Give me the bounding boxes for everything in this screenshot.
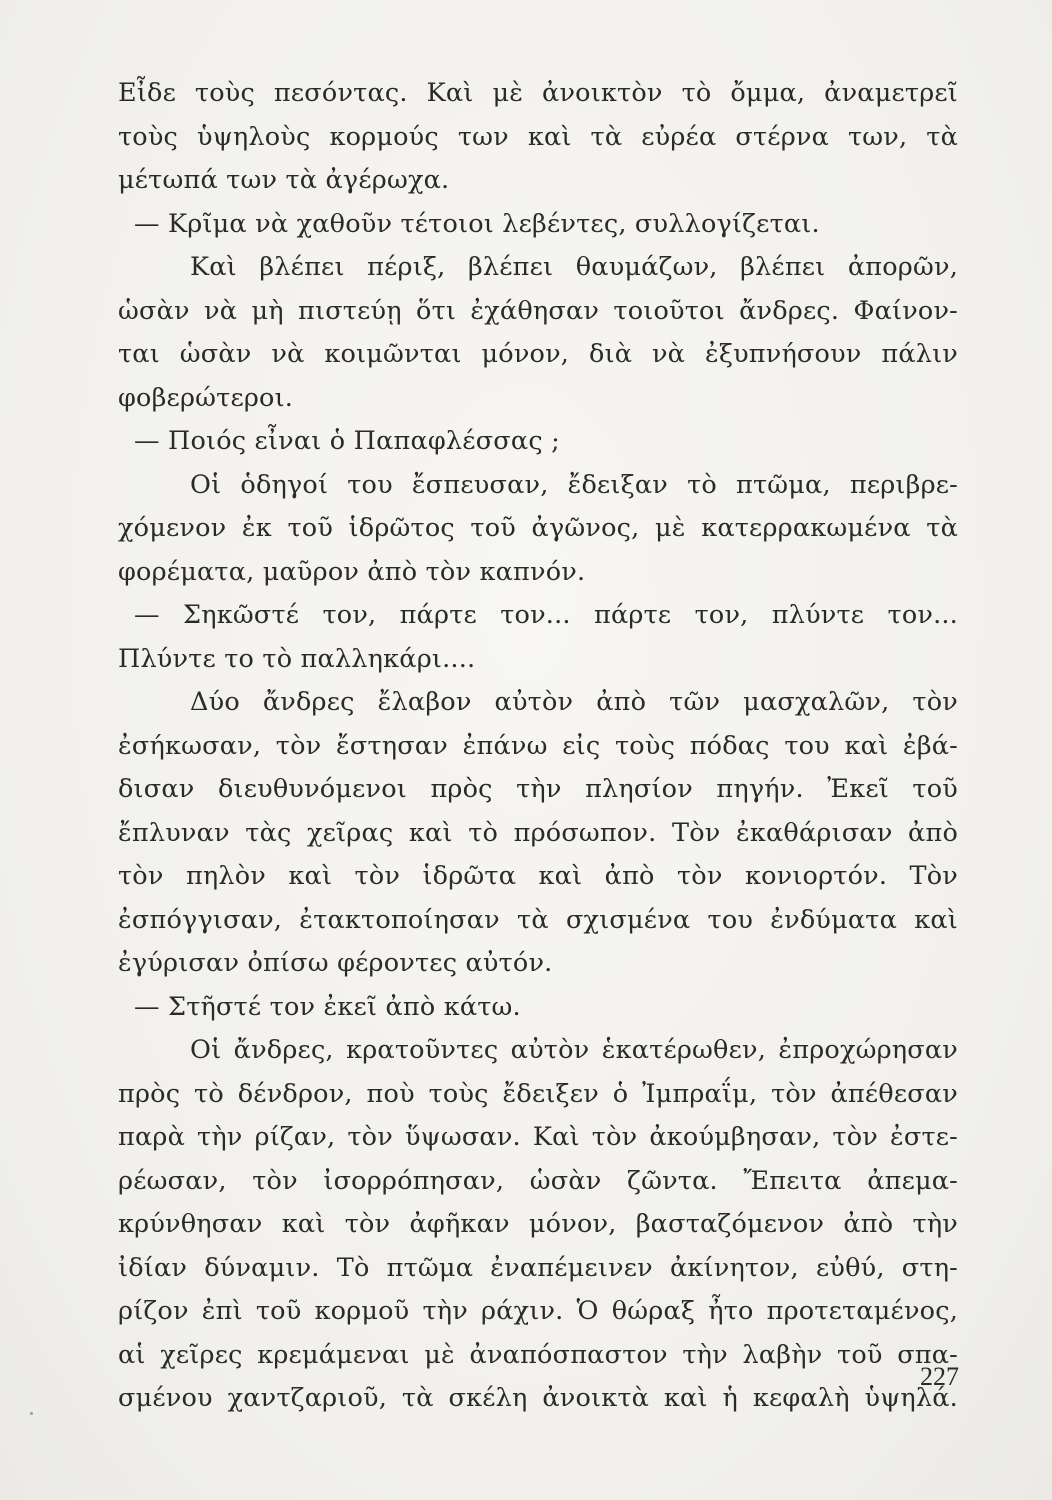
dialogue-line: — Κρῖμα νὰ χαθοῦν τέτοιοι λεβέντες, συλλογίζεται. <box>134 208 820 239</box>
text-line: κρύνθησαν καὶ τὸν ἀφῆκαν μόνον, βασταζόμενον ἀπὸ τὴν <box>118 1209 958 1239</box>
text-line: χόμενον ἐκ τοῦ ἱδρῶτος τοῦ ἀγῶνος, μὲ κατερρακωμένα τὰ <box>118 513 958 543</box>
text-line: μέτωπά των τὰ ἀγέρωχα. <box>118 165 450 195</box>
text-line: ται ὡσὰν νὰ κοιμῶνται μόνον, διὰ νὰ ἐξυπνήσουν πάλιν <box>118 339 958 369</box>
text-line: σμένου χαντζαριοῦ, τὰ σκέλη ἀνοικτὰ καὶ ἡ κεφαλὴ ὑψηλά. <box>118 1383 958 1413</box>
text-line: Εἶδε τοὺς πεσόντας. Καὶ μὲ ἀνοικτὸν τὸ ὄμμα, ἀναμετρεῖ <box>118 78 958 108</box>
text-line: ἐσήκωσαν, τὸν ἔστησαν ἐπάνω εἰς τοὺς πόδας του καὶ ἐβά- <box>118 730 958 761</box>
text-line: φοβερώτεροι. <box>118 382 294 413</box>
paragraph-start: Καὶ βλέπει πέριξ, βλέπει θαυμάζων, βλέπει ἀπορῶν, <box>190 252 958 282</box>
text-line: τοὺς ὑψηλοὺς κορμούς των καὶ τὰ εὐρέα στέρνα των, τὰ <box>118 121 958 152</box>
paragraph-start: Οἱ ἄνδρες, κρατοῦντες αὐτὸν ἑκατέρωθεν, ἐπροχώρησαν <box>190 1035 958 1065</box>
paragraph-start: Δύο ἄνδρες ἔλαβον αὐτὸν ἀπὸ τῶν μασχαλῶν, τὸν <box>190 687 958 717</box>
text-line: ἰδίαν δύναμιν. Τὸ πτῶμα ἐναπέμεινεν ἀκίνητον, εὐθύ, στη- <box>118 1252 958 1283</box>
text-line: Πλύντε το τὸ παλληκάρι.... <box>118 643 476 674</box>
page-number: 227 <box>920 1362 959 1391</box>
dialogue-line: — Στῆστέ τον ἐκεῖ ἀπὸ κάτω. <box>134 991 521 1022</box>
text-line: πρὸς τὸ δένδρον, ποὺ τοὺς ἔδειξεν ὁ Ἰμπραΐμ, τὸν ἀπέθεσαν <box>118 1078 958 1109</box>
text-line: ἐγύρισαν ὀπίσω φέροντες αὐτόν. <box>118 948 553 978</box>
text-line: δισαν διευθυνόμενοι πρὸς τὴν πλησίον πηγήν. Ἐκεῖ τοῦ <box>118 774 958 804</box>
dialogue-line: — Ποιός εἶναι ὁ Παπαφλέσσας ; <box>134 426 560 456</box>
text-line: ἐσπόγγισαν, ἐτακτοποίησαν τὰ σχισμένα του ἐνδύματα καὶ <box>118 904 958 935</box>
text-line: ρίζον ἐπὶ τοῦ κορμοῦ τὴν ράχιν. Ὁ θώραξ ἦτο προτεταμένος, <box>118 1296 958 1326</box>
paragraph-start: Οἱ ὁδηγοί του ἔσπευσαν, ἔδειξαν τὸ πτῶμα, περιβρε- <box>190 469 958 500</box>
body-text <box>118 72 958 1421</box>
dialogue-line: — Σηκῶστέ τον, πάρτε τον... πάρτε τον, πλύντε τον... <box>134 600 958 630</box>
text-line: ἔπλυναν τὰς χεῖρας καὶ τὸ πρόσωπον. Τὸν ἐκαθάρισαν ἀπὸ <box>118 817 958 848</box>
paper-speck <box>30 1412 33 1415</box>
text-line: ὡσὰν νὰ μὴ πιστεύῃ ὅτι ἐχάθησαν τοιοῦτοι ἄνδρες. Φαίνον- <box>118 295 958 326</box>
text-line: τὸν πηλὸν καὶ τὸν ἱδρῶτα καὶ ἀπὸ τὸν κονιορτόν. Τὸν <box>118 861 958 891</box>
text-line: αἱ χεῖρες κρεμάμεναι μὲ ἀναπόσπαστον τὴν λαβὴν τοῦ σπα- <box>118 1339 958 1370</box>
text-line: φορέματα, μαῦρον ἀπὸ τὸν καπνόν. <box>118 556 586 587</box>
text-line: ρέωσαν, τὸν ἰσορρόπησαν, ὡσὰν ζῶντα. Ἔπειτα ἀπεμα- <box>118 1165 958 1196</box>
text-line: παρὰ τὴν ρίζαν, τὸν ὕψωσαν. Καὶ τὸν ἀκούμβησαν, τὸν ἐστε- <box>118 1122 958 1152</box>
